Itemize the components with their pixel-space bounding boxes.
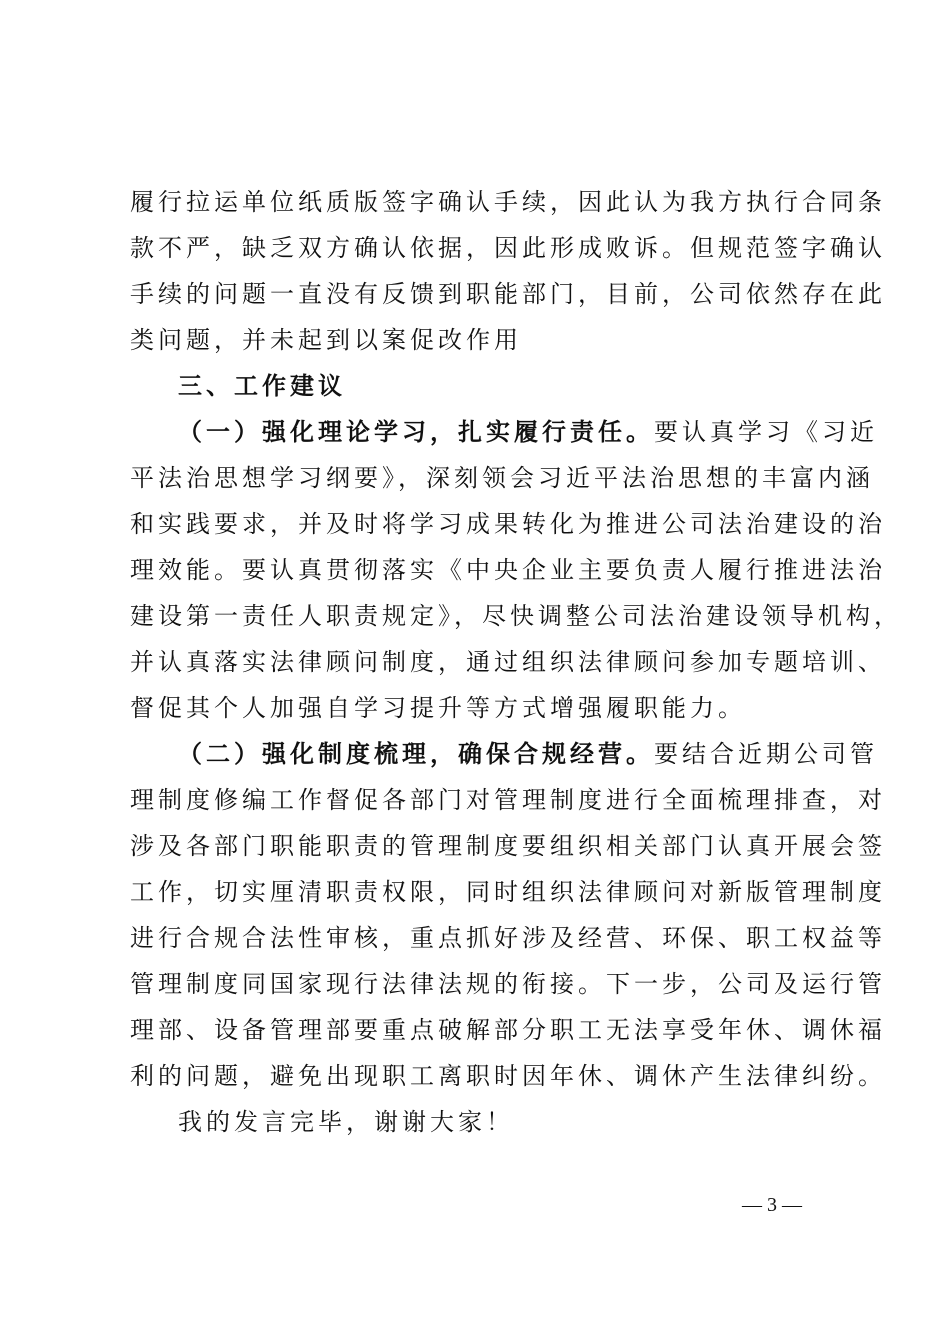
text-line: 督促其个人加强自学习提升等方式增强履职能力。: [130, 694, 746, 722]
text-line: 平法治思想学习纲要》，深刻领会习近平法治思想的丰富内涵: [130, 464, 874, 492]
text-line: 理部、设备管理部要重点破解部分职工无法享受年休、调休福: [130, 1016, 886, 1044]
item2-first-line: [178, 739, 878, 769]
text-line: 和实践要求，并及时将学习成果转化为推进公司法治建设的治: [130, 510, 886, 538]
text-line: 手续的问题一直没有反馈到职能部门，目前，公司依然存在此: [130, 280, 886, 308]
text-line: 涉及各部门职能职责的管理制度要组织相关部门认真开展会签: [130, 832, 886, 860]
closing-line: 我的发言完毕，谢谢大家！: [178, 1108, 514, 1136]
item2-heading: （二）强化制度梳理，确保合规经营。: [178, 740, 654, 768]
text-line: 工作，切实厘清职责权限，同时组织法律顾问对新版管理制度: [130, 878, 886, 906]
page-number: — 3 —: [742, 1194, 802, 1216]
item1-first-line-text: 要认真学习《习近: [654, 418, 878, 446]
text-line: 理效能。要认真贯彻落实《中央企业主要负责人履行推进法治: [130, 556, 886, 584]
text-line: 管理制度同国家现行法律法规的衔接。下一步，公司及运行管: [130, 970, 886, 998]
item2-first-line-text: 要结合近期公司管: [654, 740, 878, 768]
text-line: 类问题，并未起到以案促改作用: [130, 326, 522, 354]
item1-first-line: [178, 417, 878, 447]
text-line: 理制度修编工作督促各部门对管理制度进行全面梳理排查，对: [130, 786, 886, 814]
text-line: 利的问题，避免出现职工离职时因年休、调休产生法律纠纷。: [130, 1062, 886, 1090]
text-line: 履行拉运单位纸质版签字确认手续，因此认为我方执行合同条: [130, 188, 886, 216]
text-line: 款不严，缺乏双方确认依据，因此形成败诉。但规范签字确认: [130, 234, 886, 262]
text-line: 并认真落实法律顾问制度，通过组织法律顾问参加专题培训、: [130, 648, 886, 676]
section-heading: 三、工作建议: [178, 372, 346, 400]
text-line: 进行合规合法性审核，重点抓好涉及经营、环保、职工权益等: [130, 924, 886, 952]
item1-heading: （一）强化理论学习，扎实履行责任。: [178, 418, 654, 446]
text-line: 建设第一责任人职责规定》，尽快调整公司法治建设领导机构，: [130, 602, 902, 630]
